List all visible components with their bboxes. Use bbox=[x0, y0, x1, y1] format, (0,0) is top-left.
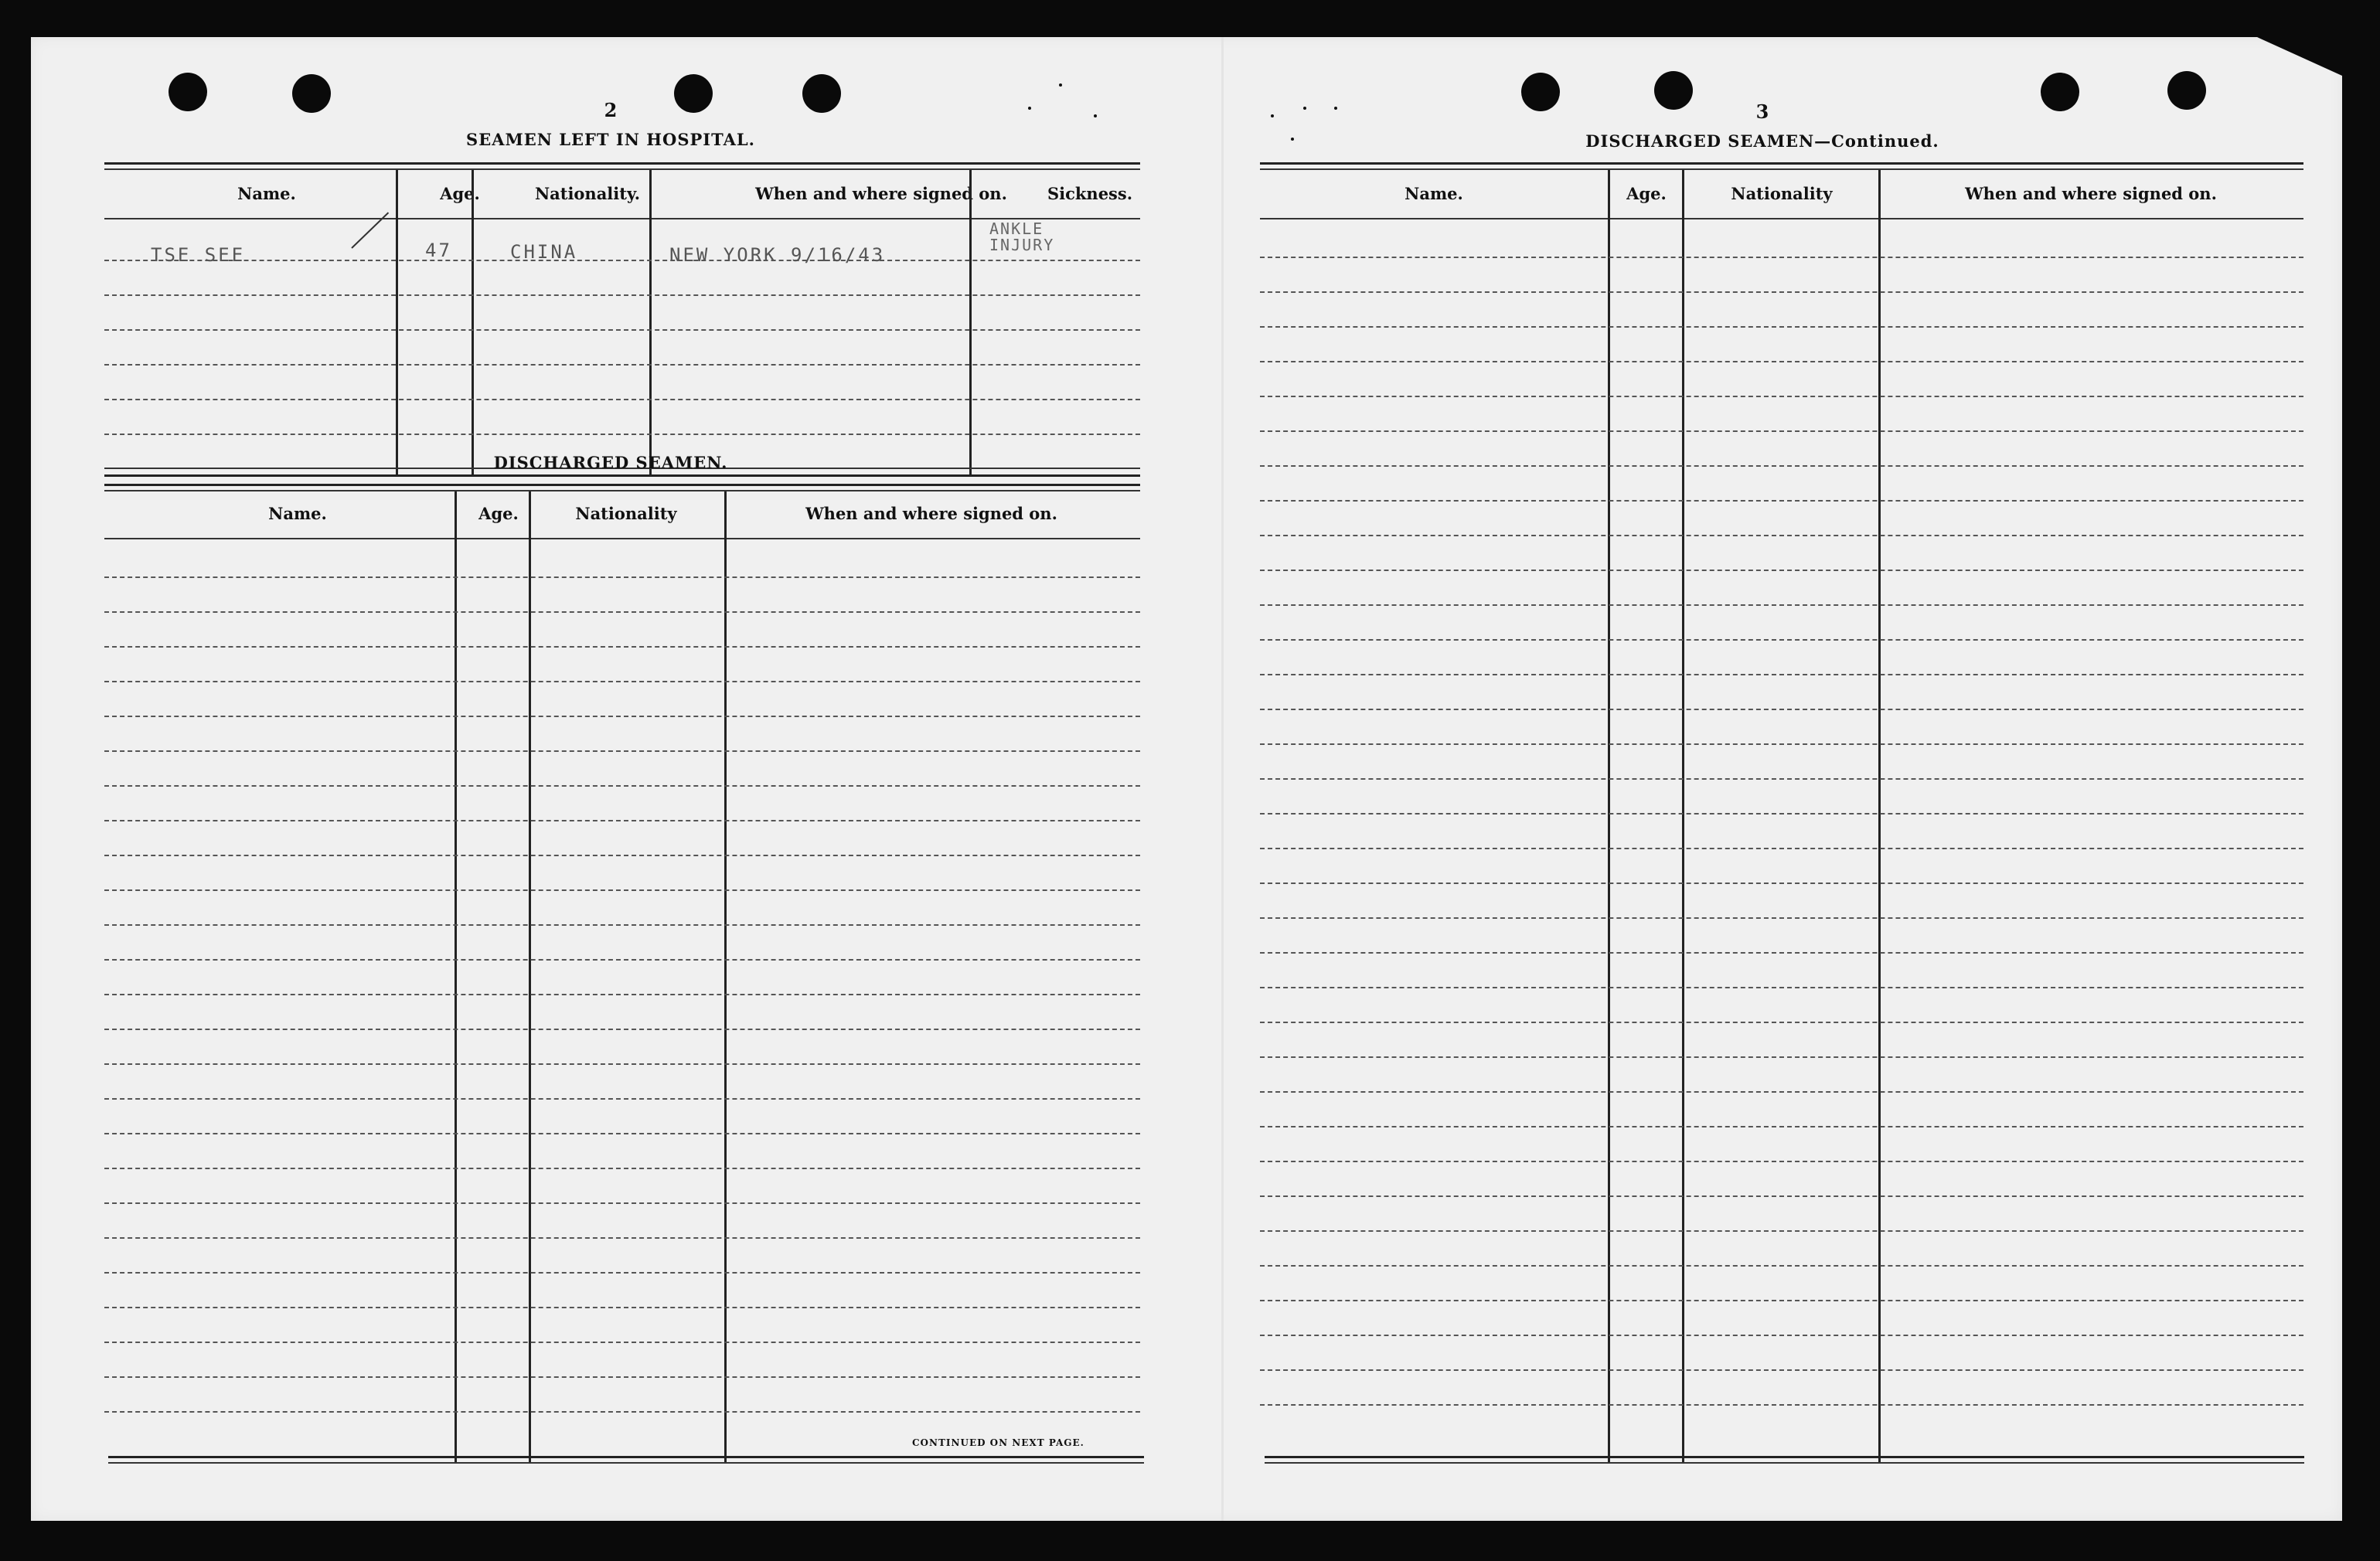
entry-line bbox=[1260, 1161, 2303, 1162]
column-divider bbox=[455, 491, 457, 1462]
discharged-section-title: DISCHARGED SEAMEN. bbox=[493, 453, 728, 472]
entry-line bbox=[1260, 1195, 2303, 1197]
entry-line bbox=[104, 576, 1140, 578]
ink-speck bbox=[1303, 107, 1306, 110]
rule bbox=[1265, 1456, 2304, 1458]
entry-line bbox=[1260, 848, 2303, 849]
binder-hole bbox=[1521, 73, 1560, 111]
entry-line bbox=[1260, 917, 2303, 919]
entry-line bbox=[104, 1168, 1140, 1169]
entry-line bbox=[1260, 396, 2303, 397]
entry-line bbox=[1260, 1265, 2303, 1267]
entry-line bbox=[104, 1202, 1140, 1204]
entry-line bbox=[1260, 291, 2303, 293]
rule bbox=[104, 168, 1140, 170]
entry-line bbox=[1260, 883, 2303, 884]
hospital-section-title: SEAMEN LEFT IN HOSPITAL. bbox=[466, 130, 755, 149]
rule bbox=[1265, 1462, 2304, 1464]
binder-hole bbox=[2041, 73, 2079, 111]
column-header-age: Age. bbox=[1626, 184, 1667, 203]
entry-line bbox=[1260, 952, 2303, 954]
entry-line bbox=[104, 1063, 1140, 1065]
entry-line bbox=[104, 1376, 1140, 1378]
entry-line bbox=[104, 1272, 1140, 1274]
column-divider bbox=[472, 170, 474, 475]
ink-speck bbox=[1028, 107, 1031, 110]
entry-line bbox=[1260, 639, 2303, 641]
entry-line bbox=[1260, 987, 2303, 988]
column-header-sickness: Sickness. bbox=[1047, 184, 1133, 203]
page-fold bbox=[1221, 37, 1224, 1521]
hospital-entry-age: 47 bbox=[425, 240, 452, 261]
rule bbox=[108, 1462, 1144, 1464]
entry-line bbox=[104, 434, 1140, 435]
binder-hole bbox=[169, 73, 207, 111]
column-divider bbox=[649, 170, 652, 475]
hospital-entry-sickness-line2: INJURY bbox=[989, 236, 1055, 254]
discharged-continued-title: DISCHARGED SEAMEN—Continued. bbox=[1585, 131, 1939, 151]
entry-line bbox=[104, 1098, 1140, 1100]
page-number: 2 bbox=[604, 99, 618, 121]
entry-line bbox=[104, 1237, 1140, 1239]
entry-line bbox=[1260, 361, 2303, 362]
entry-line bbox=[1260, 604, 2303, 606]
ink-speck bbox=[1291, 138, 1294, 141]
entry-line bbox=[1260, 1300, 2303, 1301]
entry-line bbox=[104, 924, 1140, 926]
entry-line bbox=[104, 1411, 1140, 1413]
column-divider bbox=[1878, 170, 1881, 1462]
entry-line bbox=[1260, 1404, 2303, 1406]
binder-hole bbox=[292, 74, 331, 113]
column-header-age: Age. bbox=[440, 184, 480, 203]
rule bbox=[1260, 168, 2303, 170]
folded-corner bbox=[2257, 37, 2342, 76]
entry-line bbox=[1260, 743, 2303, 745]
document-sheet bbox=[31, 37, 2342, 1521]
entry-line bbox=[1260, 1056, 2303, 1058]
rule bbox=[108, 1456, 1144, 1458]
column-header-name: Name. bbox=[1405, 184, 1463, 203]
binder-hole bbox=[802, 74, 841, 113]
column-divider bbox=[1608, 170, 1610, 1462]
entry-line bbox=[104, 716, 1140, 717]
entry-line bbox=[1260, 1126, 2303, 1127]
ink-speck bbox=[1059, 83, 1062, 87]
entry-line bbox=[1260, 1335, 2303, 1336]
entry-line bbox=[104, 1307, 1140, 1308]
binder-hole bbox=[674, 74, 713, 113]
column-header-nationality: Nationality bbox=[575, 504, 677, 523]
entry-line bbox=[104, 399, 1140, 400]
header-rule bbox=[104, 218, 1140, 219]
entry-line bbox=[1260, 778, 2303, 780]
entry-line bbox=[1260, 257, 2303, 258]
rule bbox=[104, 484, 1140, 486]
hospital-entry-nationality: CHINA bbox=[510, 241, 578, 263]
entry-line bbox=[1260, 500, 2303, 502]
entry-line bbox=[1260, 465, 2303, 467]
hospital-entry-name: TSE SEE bbox=[151, 244, 246, 266]
entry-line bbox=[1260, 1091, 2303, 1093]
entry-line bbox=[104, 855, 1140, 856]
entry-line bbox=[104, 329, 1140, 331]
entry-line bbox=[104, 646, 1140, 648]
column-header-name: Name. bbox=[268, 504, 327, 523]
page-number: 3 bbox=[1755, 100, 1769, 123]
column-header-name: Name. bbox=[237, 184, 296, 203]
entry-line bbox=[104, 785, 1140, 787]
entry-line bbox=[104, 994, 1140, 995]
column-header-signed-on: When and where signed on. bbox=[755, 184, 1007, 203]
rule bbox=[104, 474, 1140, 477]
column-divider bbox=[724, 491, 727, 1462]
ink-speck bbox=[1271, 114, 1274, 117]
entry-line bbox=[104, 1342, 1140, 1343]
header-rule bbox=[1260, 218, 2303, 219]
entry-line bbox=[104, 1133, 1140, 1134]
column-header-age: Age. bbox=[478, 504, 519, 523]
entry-line bbox=[1260, 1369, 2303, 1371]
column-divider bbox=[396, 170, 398, 475]
entry-line bbox=[104, 294, 1140, 296]
column-divider bbox=[969, 170, 972, 475]
entry-line bbox=[1260, 326, 2303, 328]
entry-line bbox=[1260, 709, 2303, 710]
entry-line bbox=[1260, 570, 2303, 571]
entry-line bbox=[104, 750, 1140, 752]
entry-line bbox=[1260, 1022, 2303, 1023]
entry-line bbox=[104, 364, 1140, 366]
entry-line bbox=[104, 611, 1140, 613]
column-divider bbox=[1682, 170, 1684, 1462]
entry-line bbox=[1260, 535, 2303, 536]
entry-line bbox=[1260, 674, 2303, 675]
entry-line bbox=[104, 820, 1140, 821]
hospital-entry-signed-on: NEW YORK 9/16/43 bbox=[669, 244, 886, 266]
entry-line bbox=[1260, 1230, 2303, 1232]
rule bbox=[104, 162, 1140, 165]
column-header-nationality: Nationality. bbox=[534, 184, 641, 203]
rule bbox=[104, 490, 1140, 491]
column-header-nationality: Nationality bbox=[1731, 184, 1833, 203]
entry-line bbox=[104, 959, 1140, 961]
continued-note: CONTINUED ON NEXT PAGE. bbox=[912, 1437, 1084, 1448]
entry-line bbox=[104, 889, 1140, 891]
entry-line bbox=[104, 260, 1140, 261]
entry-line bbox=[1260, 813, 2303, 815]
header-rule bbox=[104, 538, 1140, 539]
hospital-entry-sickness-line1: ANKLE bbox=[989, 219, 1044, 238]
column-divider bbox=[529, 491, 531, 1462]
entry-line bbox=[104, 1029, 1140, 1030]
entry-line bbox=[104, 681, 1140, 682]
ink-speck bbox=[1334, 107, 1337, 110]
rule bbox=[1260, 162, 2303, 165]
column-header-signed-on: When and where signed on. bbox=[805, 504, 1057, 523]
column-header-signed-on: When and where signed on. bbox=[1965, 184, 2217, 203]
entry-line bbox=[1260, 430, 2303, 432]
binder-hole bbox=[2167, 71, 2206, 110]
ink-speck bbox=[1094, 114, 1097, 117]
binder-hole bbox=[1654, 71, 1693, 110]
